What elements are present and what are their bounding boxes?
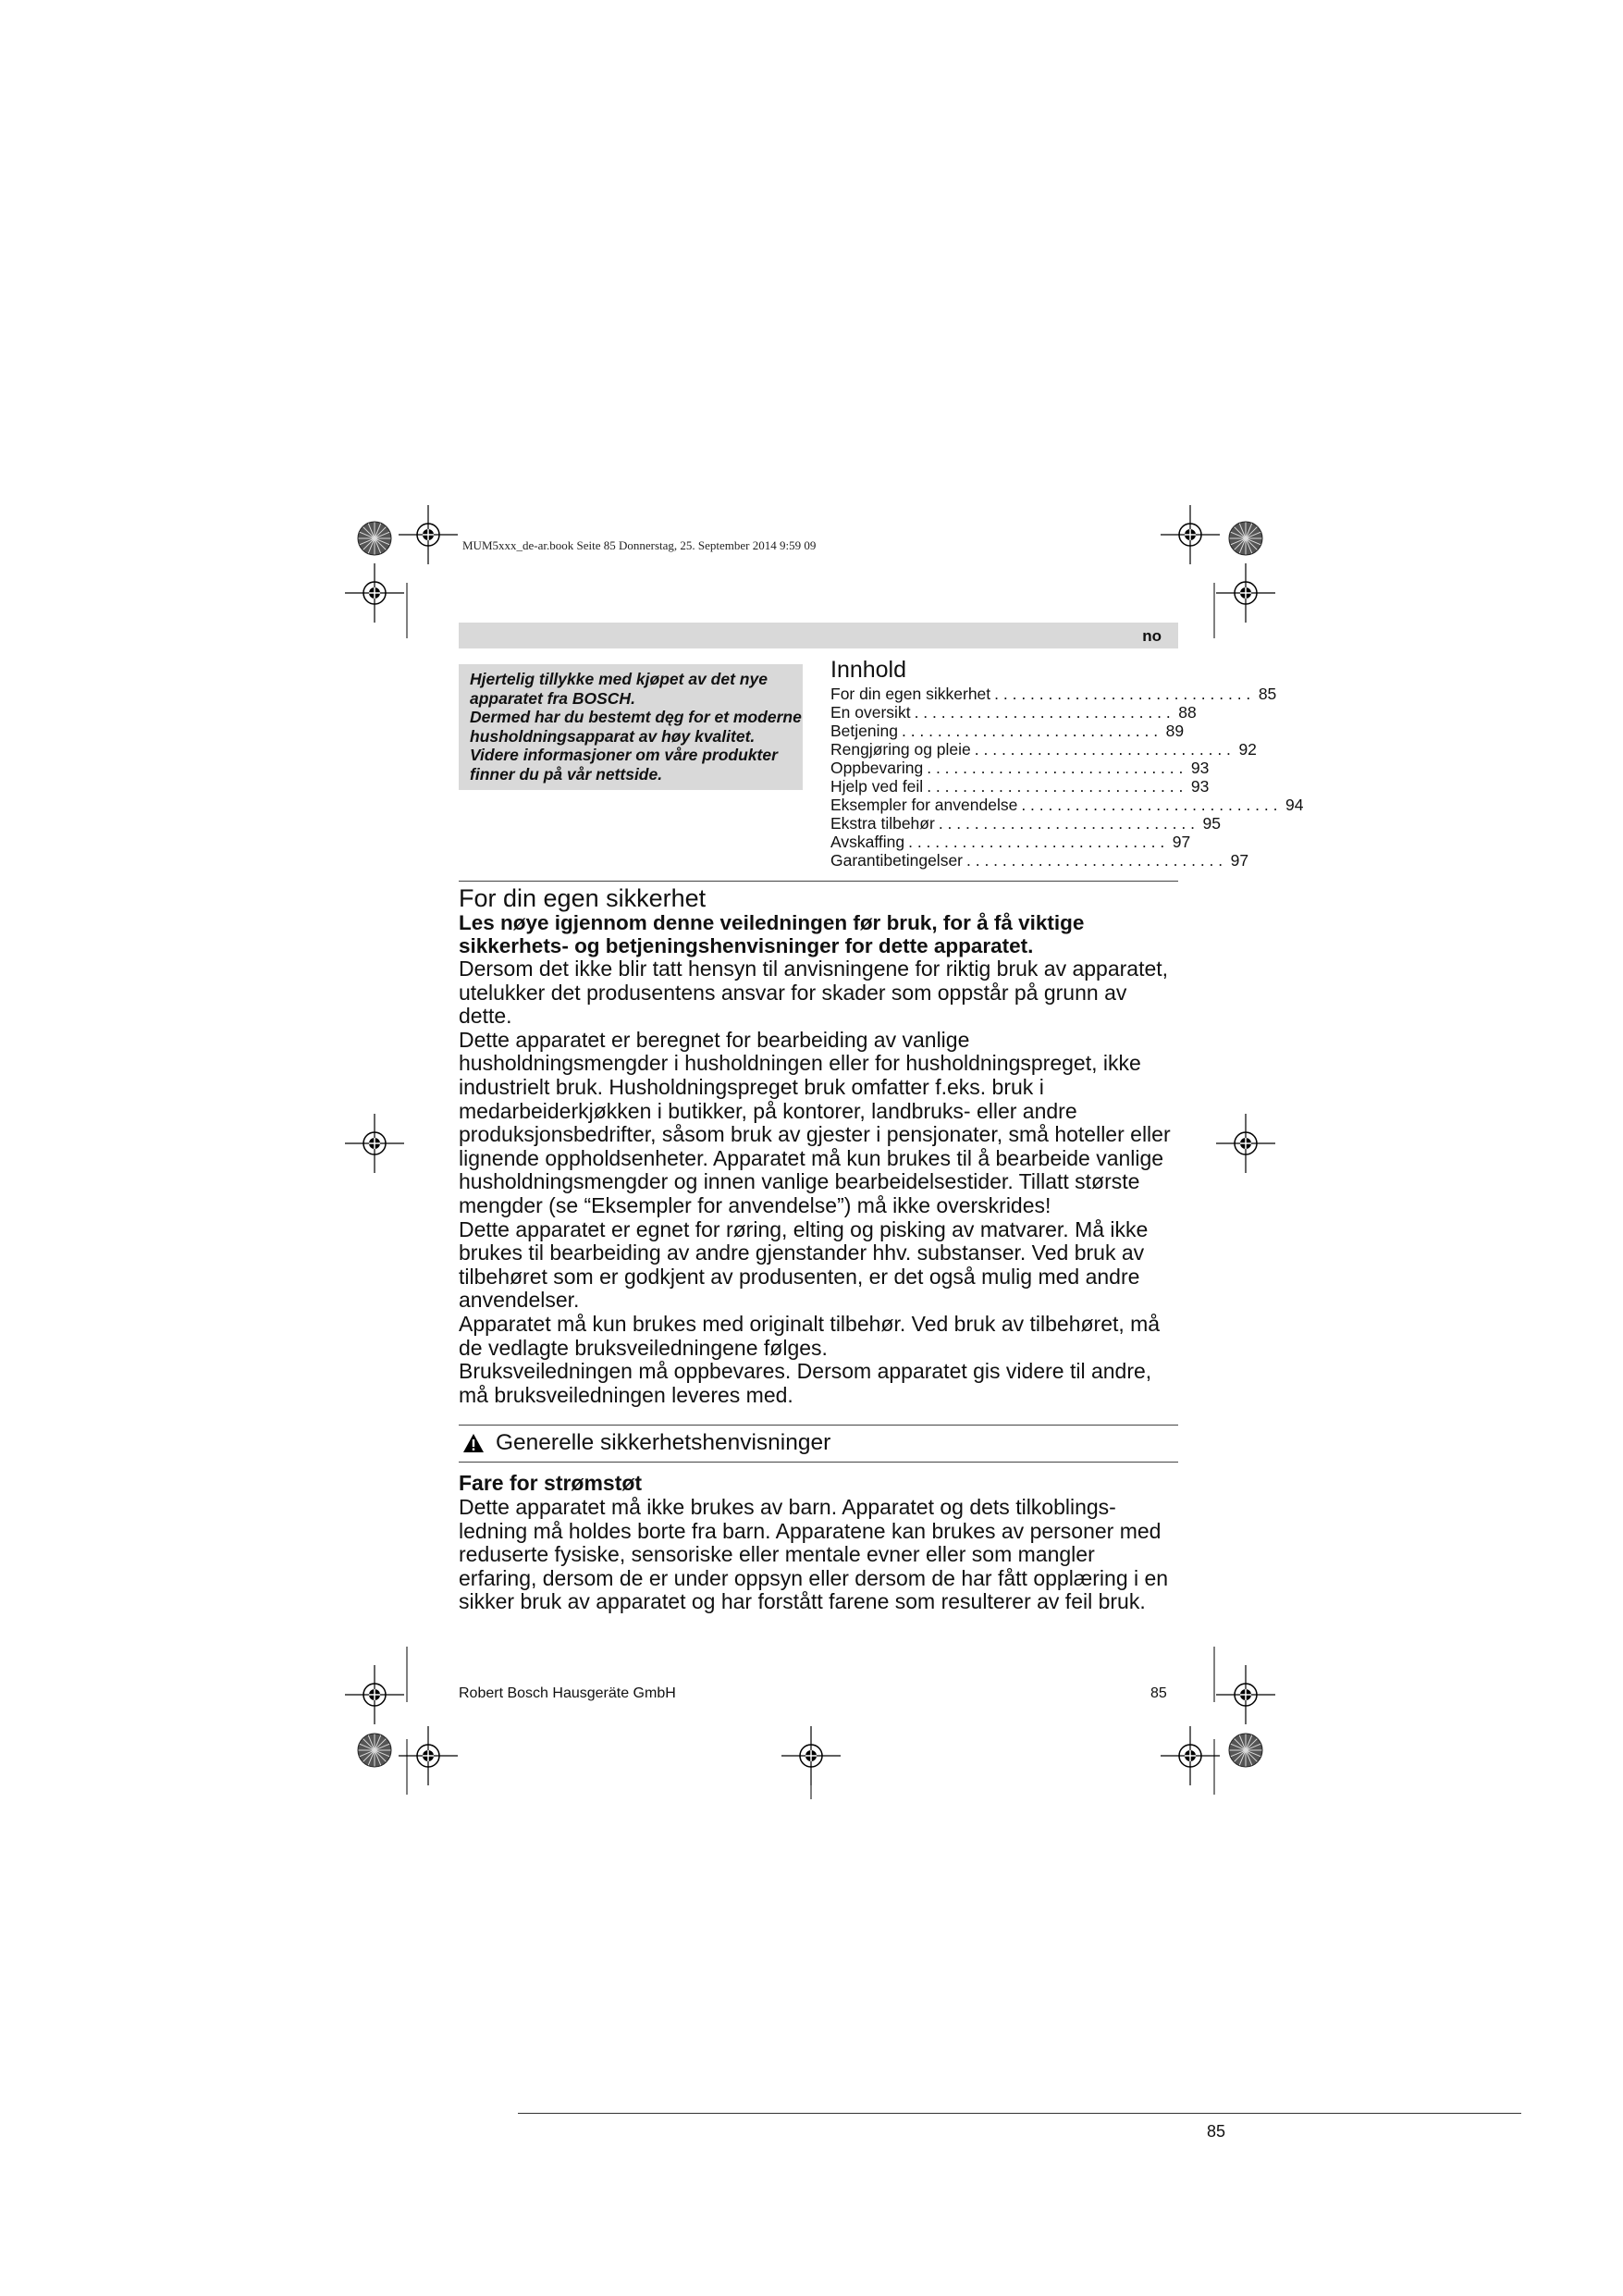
toc-entry[interactable] <box>830 703 1197 722</box>
toc-entry[interactable] <box>830 685 1277 703</box>
safety-paragraph: Dette apparatet er egnet for røring, elting og pisking av matvarer. Må ikke brukes til bearbeiding av andre gjenstander hhv. substanser. Ved bruk av tilbehøret som er godkjent av produsenten, er det også mulig med andre anvendelser. <box>459 1216 1149 1313</box>
safety-paragraph: Bruksveiledningen må oppbevares. Dersom apparatet gis videre til andre, må bruksveiledningen leveres med. <box>459 1359 1152 1407</box>
toc-entry-page: 97 <box>1230 851 1249 870</box>
welcome-line: husholdningsapparat av høy kvalitet. <box>470 726 756 746</box>
toc-entry-label: For din egen sikkerhet <box>830 685 991 703</box>
toc-entry-page: 92 <box>1238 740 1257 759</box>
toc-entry[interactable] <box>830 796 1304 814</box>
toc-entry-label: Oppbevaring <box>830 759 924 777</box>
toc-leader: . . . . . . . . . . . . . . . . . . . . . . . . . . . . . <box>927 759 1184 777</box>
toc-entry[interactable] <box>830 833 1191 851</box>
safety-body <box>459 957 1178 1407</box>
toc-entry[interactable] <box>830 777 1210 796</box>
general-heading-row <box>459 1428 1178 1458</box>
toc-entry-label: Eksempler for anvendelse <box>830 796 1018 814</box>
toc-entry[interactable] <box>830 759 1210 777</box>
toc-entry-page: 93 <box>1190 777 1210 796</box>
section-divider <box>459 1425 1178 1426</box>
safety-paragraph: Dersom det ikke blir tatt hensyn til anvisningene for riktig bruk av apparatet, utelukker det produsentens ansvar for skader som oppstår på grunn av dette. <box>459 957 1169 1029</box>
section-divider <box>459 1462 1178 1463</box>
welcome-line: Videre informasjoner om våre produkter <box>470 746 778 765</box>
table-of-contents <box>830 685 1304 870</box>
toc-leader: . . . . . . . . . . . . . . . . . . . . . . . . . . . . . <box>974 740 1231 759</box>
toc-entry-page: 94 <box>1285 796 1304 814</box>
welcome-line: Dermed har du bestemt dęg for et moderne <box>470 708 802 727</box>
toc-leader: . . . . . . . . . . . . . . . . . . . . . . . . . . . . . <box>901 722 1159 740</box>
toc-entry-page: 89 <box>1165 722 1185 740</box>
toc-entry[interactable] <box>830 851 1249 870</box>
toc-entry[interactable] <box>830 722 1185 740</box>
toc-leader: . . . . . . . . . . . . . . . . . . . . . . . . . . . . . <box>966 851 1223 870</box>
welcome-box <box>459 664 803 790</box>
toc-leader: . . . . . . . . . . . . . . . . . . . . . . . . . . . . . <box>927 777 1184 796</box>
toc-leader: . . . . . . . . . . . . . . . . . . . . . . . . . . . . . <box>908 833 1165 851</box>
safety-paragraph: Dette apparatet er beregnet for bearbeiding av vanlige husholdningsmengder i husholdningen eller for husholdningspreget, ikke industrielt bruk. Husholdningspreget bruk omfatter f.eks. bruk i medarbeiderkjøkken i butikker, på kontorer, landbruks- eller andre produksjonsbedrifter, såsom bruk av gjester i pensjonater, små hoteller eller lignende oppholdsenheter. Apparatet må kun brukes til å bearbeide vanlige husholdningsmengder og innen vanlige bearbeidelsestider. Tillatt største mengder (se “Eksempler for anvendelse”) må ikke overskrides! <box>459 1027 1171 1217</box>
safety-section <box>459 884 1178 1407</box>
bottom-rule <box>518 2113 1521 2114</box>
general-section <box>459 1471 1178 1614</box>
toc-entry-label: Ekstra tilbehør <box>830 814 935 833</box>
section-divider <box>459 881 1178 882</box>
language-code: no <box>1142 627 1162 645</box>
warning-triangle-icon <box>462 1433 485 1453</box>
toc-leader: . . . . . . . . . . . . . . . . . . . . . . . . . . . . . <box>994 685 1251 703</box>
welcome-line: finner du på vår nettside. <box>470 764 663 784</box>
bottom-page-number: 85 <box>1207 2122 1226 2141</box>
print-slug: MUM5xxx_de-ar.book Seite 85 Donnerstag, 25. September 2014 9:59 09 <box>462 538 817 552</box>
general-subheading: Fare for strømstøt <box>459 1471 643 1495</box>
toc-entry-page: 93 <box>1190 759 1210 777</box>
footer-page: 85 <box>1150 1685 1167 1701</box>
toc-entry-label: Garantibetingelser <box>830 851 963 870</box>
toc-title: Innhold <box>830 657 907 683</box>
welcome-line: Hjertelig tillykke med kjøpet av det nye <box>470 670 768 688</box>
language-bar <box>459 623 1178 648</box>
toc-leader: . . . . . . . . . . . . . . . . . . . . . . . . . . . . . <box>938 814 1195 833</box>
toc-leader: . . . . . . . . . . . . . . . . . . . . . . . . . . . . . <box>914 703 1171 722</box>
toc-entry-page: 88 <box>1178 703 1197 722</box>
toc-entry-page: 97 <box>1172 833 1191 851</box>
toc-entry[interactable] <box>830 740 1257 759</box>
toc-leader: . . . . . . . . . . . . . . . . . . . . . . . . . . . . . <box>1021 796 1278 814</box>
safety-paragraph: Apparatet må kun brukes med originalt tilbehør. Ved bruk av tilbehøret, må de vedlagte bruksveiledningene følges. <box>459 1311 1161 1360</box>
welcome-line: apparatet fra BOSCH. <box>470 688 635 708</box>
toc-entry-label: En oversikt <box>830 703 911 722</box>
general-body: Dette apparatet må ikke brukes av barn. Apparatet og dets tilkoblings-ledning må holdes borte fra barn. Apparatene kan brukes av personer med reduserte fysiske, sensoriske eller mentale evner eller som mangler erfaring, dersom de er under oppsyn eller dersom de har fått opplæring i en sikker bruk av apparatet og har forstått farene som resulterer av feil bruk. <box>459 1495 1169 1614</box>
toc-entry-label: Hjelp ved feil <box>830 777 924 796</box>
toc-entry-label: Betjening <box>830 722 898 740</box>
toc-entry-label: Rengjøring og pleie <box>830 740 971 759</box>
safety-lead: Les nøye igjennom denne veiledningen før bruk, for å få viktige sikkerhets- og betjeningshenvisninger for dette apparatet. <box>459 911 1085 957</box>
safety-heading: For din egen sikkerhet <box>459 884 707 912</box>
toc-entry[interactable] <box>830 814 1221 833</box>
footer-company: Robert Bosch Hausgeräte GmbH <box>459 1685 676 1701</box>
toc-entry-label: Avskaffing <box>830 833 905 851</box>
general-heading: Generelle sikkerhetshenvisninger <box>496 1430 831 1455</box>
toc-entry-page: 95 <box>1202 814 1221 833</box>
toc-entry-page: 85 <box>1258 685 1277 703</box>
